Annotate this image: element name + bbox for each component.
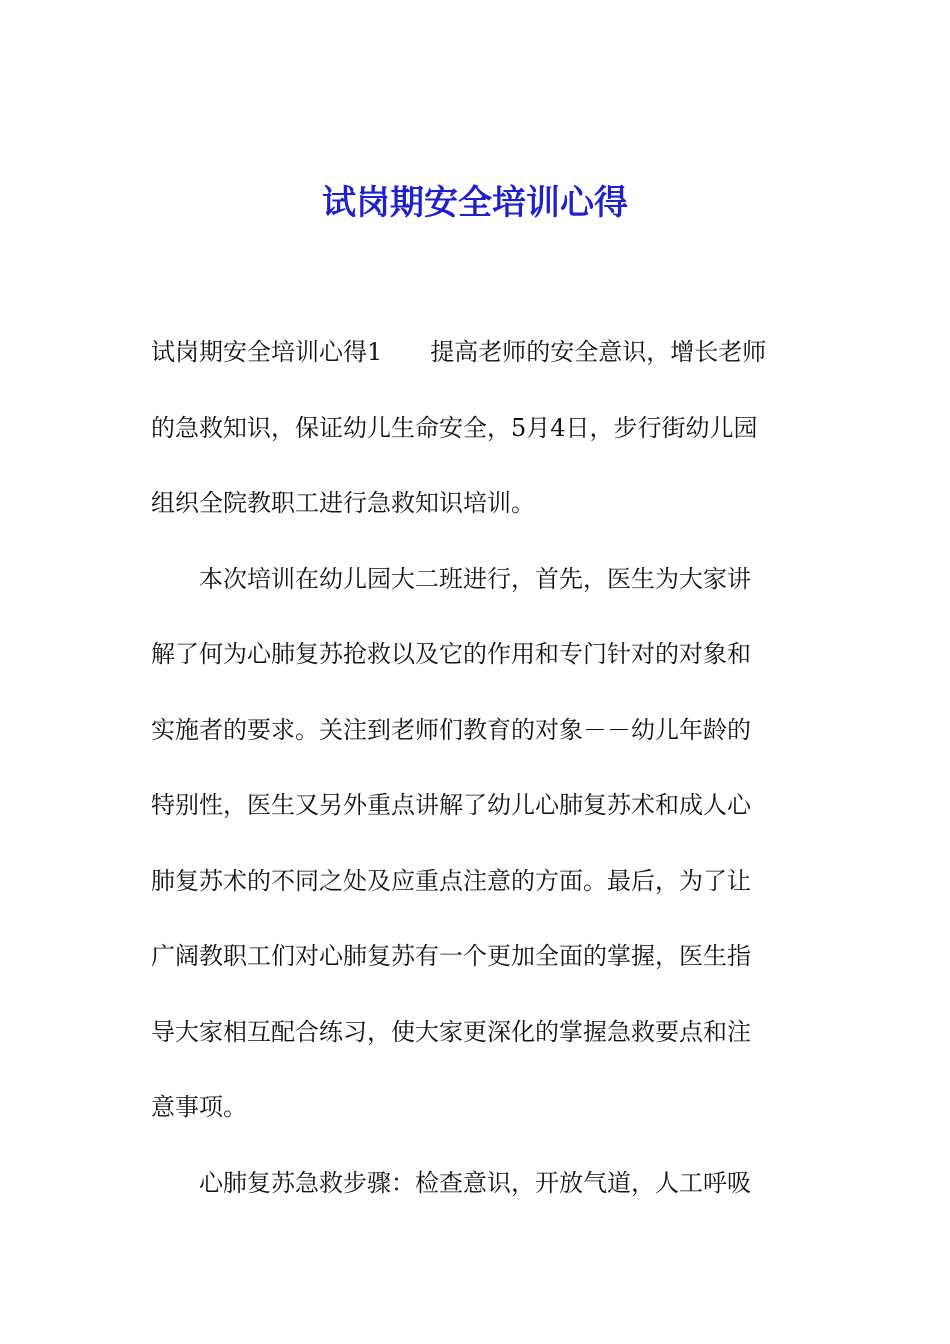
document-title: 试岗期安全培训心得 [322, 183, 628, 223]
body-line: 特别性，医生又另外重点讲解了幼儿心肺复苏术和成人心 [151, 791, 751, 819]
body-line: 解了何为心肺复苏抢救以及它的作用和专门针对的对象和 [151, 640, 751, 668]
body-line: 实施者的要求。关注到老师们教育的对象－－幼儿年龄的 [151, 715, 751, 744]
body-line: 本次培训在幼儿园大二班进行，首先，医生为大家讲 [151, 564, 751, 593]
body-line: 导大家相互配合练习，使大家更深化的掌握急救要点和注 [151, 1017, 751, 1046]
body-line: 的急救知识，保证幼儿生命安全，5月4日，步行街幼儿园 [151, 413, 758, 442]
body-line: 心肺复苏急救步骤：检查意识，开放气道，人工呼吸 [151, 1168, 751, 1197]
body-line: 肺复苏术的不同之处及应重点注意的方面。最后，为了让 [151, 866, 751, 895]
body-line: 意事项。 [151, 1093, 247, 1121]
body-line: 组织全院教职工进行急救知识培训。 [151, 489, 535, 517]
body-line: 试岗期安全培训心得1 提高老师的安全意识，增长老师 [151, 338, 767, 366]
document-body [151, 320, 803, 1226]
body-line: 广阔教职工们对心肺复苏有一个更加全面的掌握，医生指 [151, 942, 751, 970]
